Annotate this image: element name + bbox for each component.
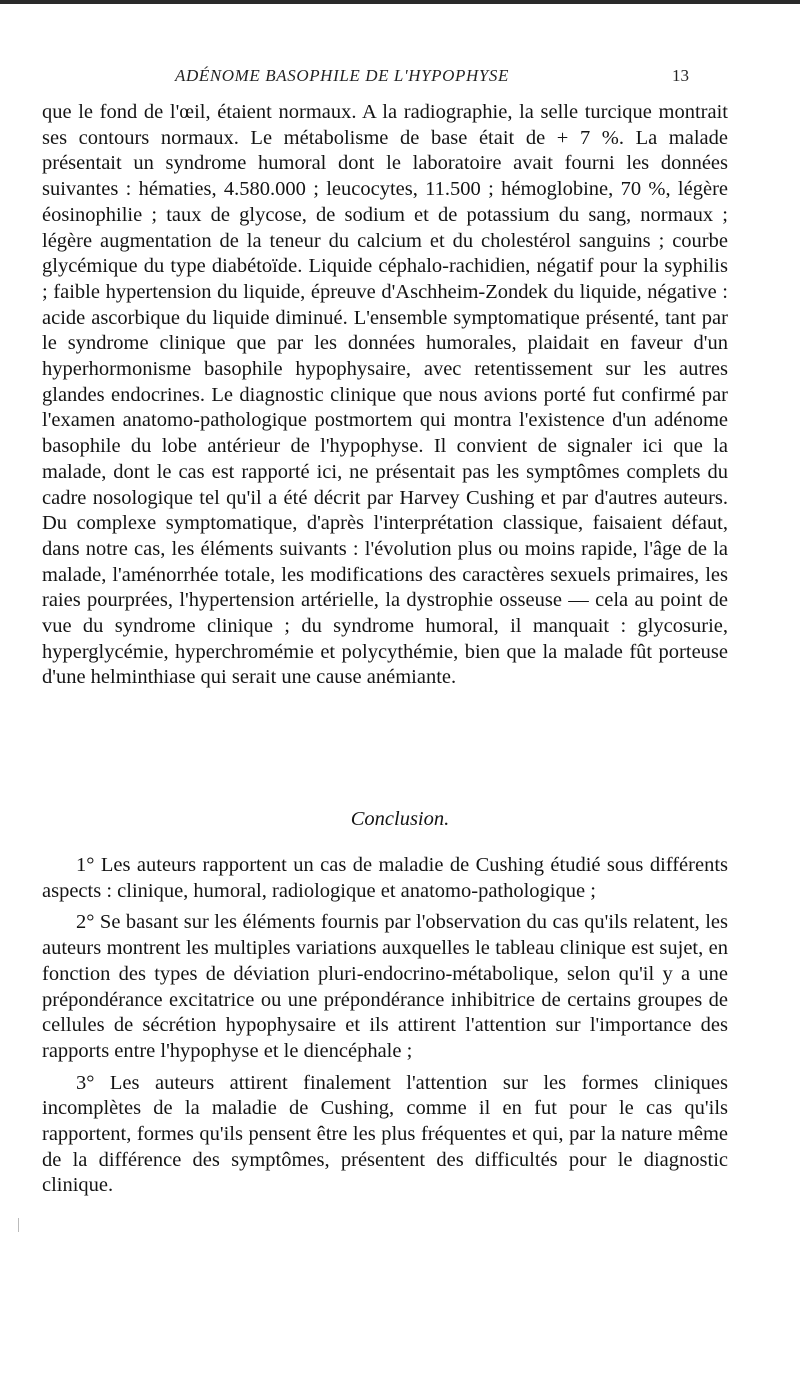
running-title: ADÉNOME BASOPHILE DE L'HYPOPHYSE xyxy=(175,66,510,85)
conclusion-item-2: 2° Se basant sur les éléments fournis par l'observation du cas qu'ils relatent, les auteurs montrent les multiples variations auxquelles le tableau clinique est sujet, en fonction des types de déviation pluri-endocrino-métabolique, selon qu'il y a une prépondérance excitatrice ou une prépondérance inhibitrice de certains groupes de cellules de sécrétion hypophysaire et ils attirent l'attention sur l'importance des rapports entre l'hypophyse et le diencéphale ; xyxy=(42,911,728,1062)
conclusion-list xyxy=(42,853,728,1205)
main-text-block xyxy=(42,100,728,691)
page-number: 13 xyxy=(672,66,689,85)
conclusion-item-3: 3° Les auteurs attirent finalement l'attention sur les formes cliniques incomplètes de la maladie de Cushing, comme il en fut pour le cas qu'ils rapportent, formes qu'ils pensent être les plus fréquentes et qui, par la nature même de la différence des symptômes, présentent des difficultés pour le diagnostic clinique. xyxy=(42,1071,728,1197)
body-paragraph: que le fond de l'œil, étaient normaux. A la radiographie, la selle turcique montrait ses contours normaux. Le métabolisme de base était de + 7 %. La malade présentait un syndrome humoral dont le laboratoire avait fourni les données suivantes : hématies, 4.580.000 ; leucocytes, 11.500 ; hémoglobine, 70 %, légère éosinophilie ; taux de glycose, de sodium et de potassium du sang, normaux ; légère augmentation de la teneur du calcium et du cholestérol sanguins ; courbe glycémique du type diabétoïde. Liquide céphalo-rachidien, négatif pour la syphilis ; faible hypertension du liquide, épreuve d'Aschheim-Zondek du liquide, négative : acide ascorbique du liquide diminué. L'ensemble symptomatique présenté, tant par le syndrome clinique que par les données humorales, plaidait en faveur d'un hyperhormonisme basophile hypophysaire, avec retentissement sur les autres glandes endocrines. Le diagnostic clinique que nous avions porté fut confirmé par l'examen anatomo-pathologique postmortem qui montra l'existence d'un adénome basophile du lobe antérieur de l'hypophyse. Il convient de signaler ici que la malade, dont le cas est rapporté ici, ne présentait pas les symptômes complets du cadre nosologique tel qu'il a été décrit par Harvey Cushing et par d'autres auteurs. Du complexe symptomatique, d'après l'interprétation classique, faisaient défaut, dans notre cas, les éléments suivants : l'évolution plus ou moins rapide, l'âge de la malade, l'aménorrhée totale, les modifications des caractères sexuels primaires, les raies pourprées, l'hypertension artérielle, la dystrophie osseuse — cela au point de vue du syndrome clinique ; du syndrome humoral, il manquait : glycosurie, hyperglycémie, hyperchromémie et polycythémie, bien que la malade fût porteuse d'une helminthiase qui serait une cause anémiante. xyxy=(42,101,728,689)
top-edge-rule xyxy=(0,0,800,4)
margin-mark xyxy=(18,1218,19,1232)
conclusion-heading: Conclusion. xyxy=(350,808,450,830)
conclusion-item-1: 1° Les auteurs rapportent un cas de maladie de Cushing étudié sous différents aspects : clinique, humoral, radiologique et anatomo-pathologique ; xyxy=(42,854,728,902)
